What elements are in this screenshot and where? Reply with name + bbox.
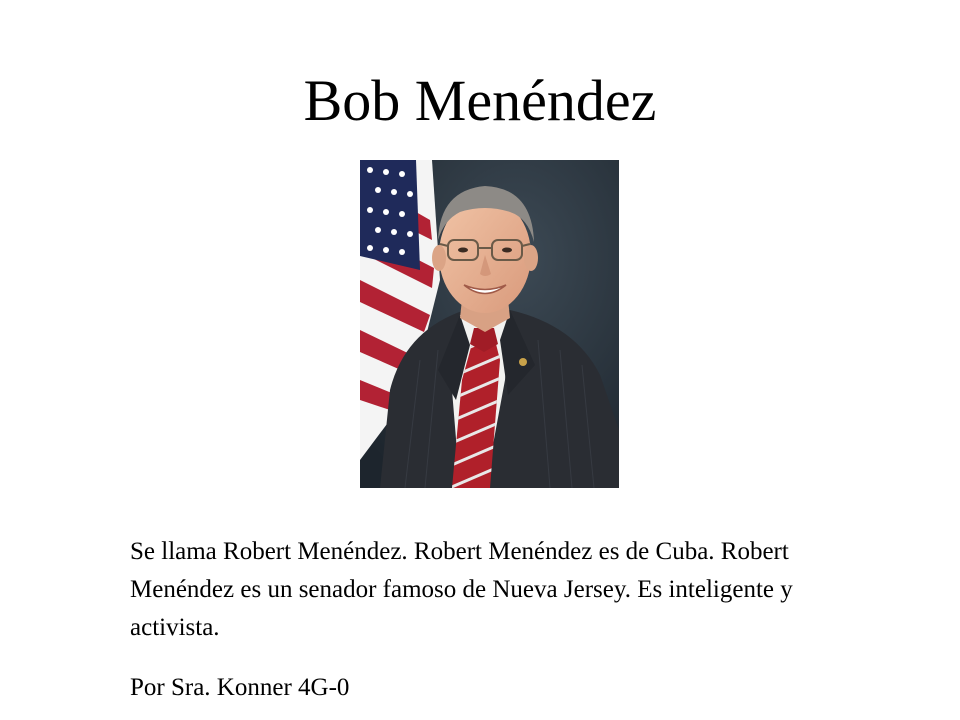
slide-title: Bob Menéndez xyxy=(303,68,657,133)
body-text: Se llama Robert Menéndez. Robert Menéndez es de Cuba. Robert Menéndez es un senador famoso de Nueva Jersey. Es inteligente y activista. xyxy=(130,538,793,641)
byline: Por Sra. Konner 4G-0 xyxy=(130,674,350,701)
portrait-illustration xyxy=(360,160,619,488)
portrait-photo xyxy=(360,160,619,488)
lapel-pin xyxy=(519,358,527,366)
